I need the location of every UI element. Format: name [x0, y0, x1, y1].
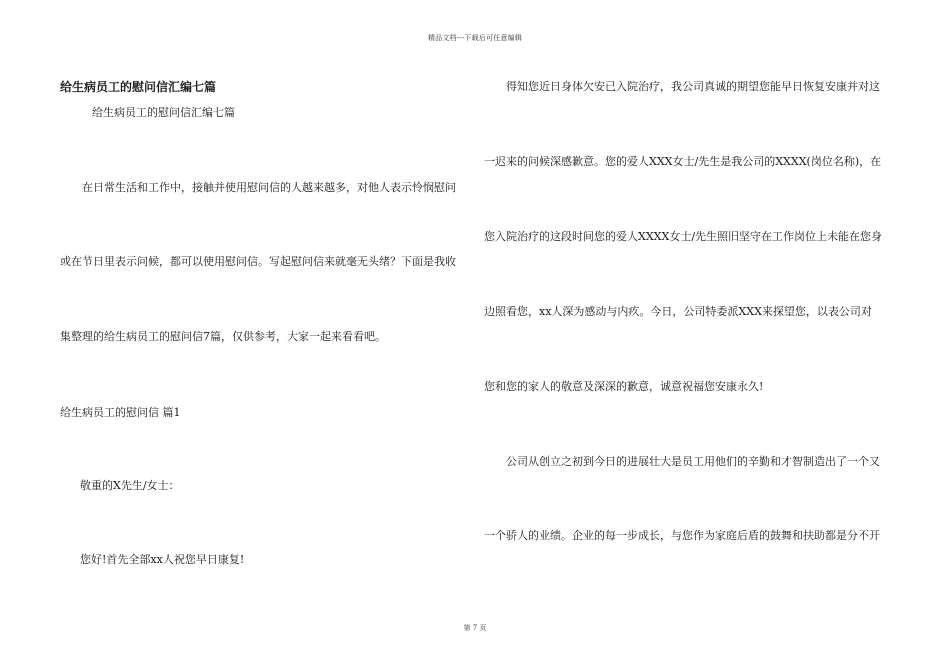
- body-line-1: 得知您近日身体欠安已入院治疗，我公司真诚的期望您能早日恢复安康并对这: [506, 80, 880, 93]
- letter-salutation: 敬重的X先生/女士：: [80, 479, 180, 492]
- body-line-4: 边照看您，xx人深为感动与内疚。今日，公司特委派XXX来探望您，以表公司对: [484, 305, 872, 318]
- intro-line-2: 或在节日里表示问候，都可以使用慰问信。写起慰问信来就毫无头绪？下面是我收: [60, 255, 456, 268]
- body-line-3: 您入院治疗的这段时间您的爱人XXXX女士/先生照旧坚守在工作岗位上未能在您身: [484, 230, 883, 243]
- intro-line-1: 在日常生活和工作中，接触并使用慰问信的人越来越多，对他人表示怜悯慰问: [82, 181, 456, 194]
- document-title: 给生病员工的慰问信汇编七篇: [60, 80, 217, 94]
- body-line-2: 一迟来的问候深感歉意。您的爱人XXX女士/先生是我公司的XXXX(岗位名称)，在: [484, 155, 882, 168]
- document-header-note: 精品文档---下载后可任意编辑: [427, 34, 523, 42]
- intro-line-3: 集整理的给生病员工的慰问信7篇，仅供参考，大家一起来看看吧。: [60, 330, 386, 343]
- body-line-5: 您和您的家人的敬意及深深的歉意，诚意祝福您安康永久!: [484, 380, 764, 393]
- body-line-6: 公司从创立之初到今日的进展壮大是员工用他们的辛勤和才智制造出了一个又: [506, 455, 880, 468]
- section-heading: 给生病员工的慰问信 篇1: [60, 406, 181, 419]
- document-subtitle: 给生病员工的慰问信汇编七篇: [92, 106, 235, 119]
- page-number: 第 7 页: [463, 624, 487, 632]
- body-line-7: 一个骄人的业绩。企业的每一步成长，与您作为家庭后盾的鼓舞和扶助都是分不开: [484, 529, 880, 542]
- letter-greeting: 您好!首先全部xx人祝您早日康复!: [80, 553, 245, 566]
